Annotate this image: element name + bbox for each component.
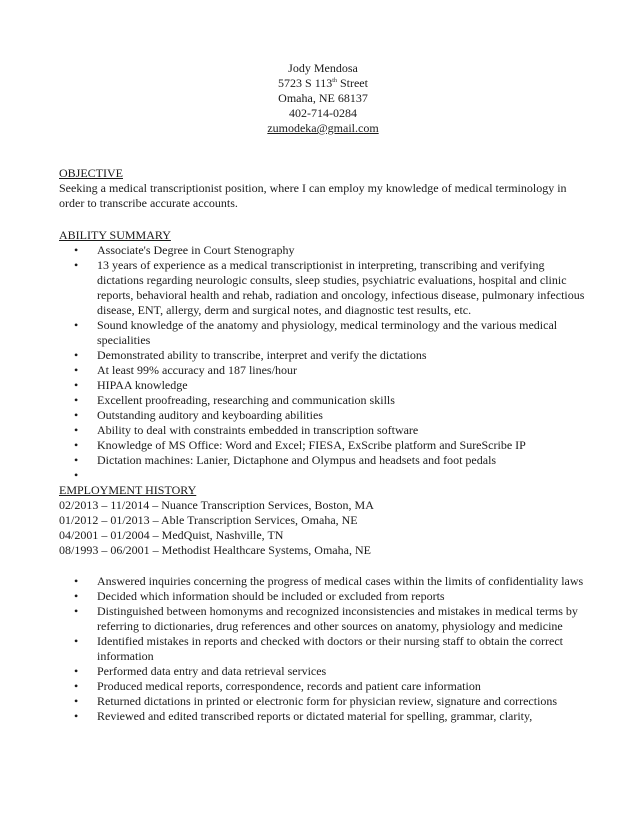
list-item <box>59 408 587 423</box>
bullet-icon: • <box>74 348 79 362</box>
job-entry: 08/1993 – 06/2001 – Methodist Healthcare Systems, Omaha, NE <box>59 543 371 557</box>
contact-header <box>59 61 587 136</box>
bullet-icon: • <box>74 258 79 272</box>
job-entry: 02/2013 – 11/2014 – Nuance Transcription Services, Boston, MA <box>59 498 374 512</box>
list-item-text: Sound knowledge of the anatomy and physiology, medical terminology and the various medical specialities <box>97 318 558 347</box>
list-item-text: Performed data entry and data retrieval services <box>97 664 327 678</box>
bullet-icon: • <box>74 408 79 422</box>
street-address <box>59 76 587 91</box>
phone-number: 402-714-0284 <box>289 106 357 120</box>
bullet-icon: • <box>74 423 79 437</box>
street-address-name: Street <box>336 76 368 90</box>
list-item-text: Answered inquiries concerning the progress of medical cases within the limits of confidentiality laws <box>97 574 584 588</box>
job-entry: 04/2001 – 01/2004 – MedQuist, Nashville, TN <box>59 528 284 542</box>
list-item-text: Distinguished between homonyms and recognized inconsistencies and mistakes in medical terms by referring to dictionaries, drug references and other sources on anatomy, physiology and medicine <box>97 604 578 633</box>
job-duties-list <box>59 574 587 724</box>
ability-summary-heading: ABILITY SUMMARY <box>59 228 171 242</box>
list-item <box>59 348 587 363</box>
list-item-text: Identified mistakes in reports and checked with doctors or their nursing staff to obtain the correct information <box>97 634 563 663</box>
bullet-icon: • <box>74 574 79 588</box>
bullet-icon: • <box>74 664 79 678</box>
list-item <box>59 574 587 589</box>
list-item-text: HIPAA knowledge <box>97 378 188 392</box>
bullet-icon: • <box>74 679 79 693</box>
job-entry: 01/2012 – 01/2013 – Able Transcription Services, Omaha, NE <box>59 513 358 527</box>
list-item <box>59 453 587 468</box>
list-item <box>59 378 587 393</box>
candidate-name: Jody Mendosa <box>288 61 358 75</box>
list-item-text: Knowledge of MS Office: Word and Excel; FIESA, ExScribe platform and SureScribe IP <box>97 438 526 452</box>
list-item <box>59 709 587 724</box>
bullet-icon: • <box>74 709 79 723</box>
list-item <box>59 258 587 318</box>
bullet-icon: • <box>74 694 79 708</box>
bullet-icon: • <box>74 604 79 618</box>
list-item <box>59 679 587 694</box>
city-state-zip: Omaha, NE 68137 <box>278 91 368 105</box>
list-item <box>59 589 587 604</box>
list-item-text: Dictation machines: Lanier, Dictaphone and Olympus and headsets and foot pedals <box>97 453 497 467</box>
bullet-icon: • <box>74 378 79 392</box>
list-item-text: Excellent proofreading, researching and communication skills <box>97 393 395 407</box>
list-item-text: Decided which information should be included or excluded from reports <box>97 589 445 603</box>
list-item-empty <box>59 468 587 483</box>
street-address-suffix: th <box>332 78 337 84</box>
list-item <box>59 438 587 453</box>
employment-history-heading: EMPLOYMENT HISTORY <box>59 483 197 497</box>
list-item <box>59 604 587 634</box>
list-item <box>59 243 587 258</box>
bullet-icon: • <box>74 589 79 603</box>
resume-page <box>59 61 587 724</box>
spacer <box>59 558 587 574</box>
email-link[interactable]: zumodeka@gmail.com <box>267 121 379 135</box>
list-item-text: Reviewed and edited transcribed reports or dictated material for spelling, grammar, clarity, <box>97 709 533 723</box>
list-item <box>59 318 587 348</box>
bullet-icon: • <box>74 393 79 407</box>
bullet-icon: • <box>74 243 79 257</box>
ability-summary-list <box>59 243 587 483</box>
bullet-icon: • <box>74 438 79 452</box>
list-item-text: Returned dictations in printed or electronic form for physician review, signature and corrections <box>97 694 558 708</box>
list-item <box>59 664 587 679</box>
list-item <box>59 694 587 709</box>
list-item-text: Associate's Degree in Court Stenography <box>97 243 295 257</box>
list-item-text: Produced medical reports, correspondence, records and patient care information <box>97 679 481 693</box>
bullet-icon: • <box>74 468 79 482</box>
bullet-icon: • <box>74 634 79 648</box>
street-address-number: 5723 S 113 <box>278 76 333 90</box>
list-item <box>59 363 587 378</box>
list-item-text: Outstanding auditory and keyboarding abilities <box>97 408 323 422</box>
list-item-text: 13 years of experience as a medical transcriptionist in interpreting, transcribing and verifying dictations regarding neurologic consults, sleep studies, psychiatric evaluations, hospital and clinic reports, behavioral health and rehab, radiation and oncology, infectious disease, pulmonary infectious disease, ENT, allergy, derm and surgical notes, and diagnostic test results, etc. <box>97 258 585 317</box>
bullet-icon: • <box>74 363 79 377</box>
list-item-text: At least 99% accuracy and 187 lines/hour <box>97 363 297 377</box>
list-item <box>59 634 587 664</box>
list-item-text: Ability to deal with constraints embedded in transcription software <box>97 423 419 437</box>
list-item-text: Demonstrated ability to transcribe, interpret and verify the dictations <box>97 348 427 362</box>
objective-heading: OBJECTIVE <box>59 166 123 180</box>
list-item <box>59 393 587 408</box>
objective-text: Seeking a medical transcriptionist position, where I can employ my knowledge of medical terminology in order to transcribe accurate accounts. <box>59 181 567 210</box>
list-item <box>59 423 587 438</box>
bullet-icon: • <box>74 318 79 332</box>
bullet-icon: • <box>74 453 79 467</box>
